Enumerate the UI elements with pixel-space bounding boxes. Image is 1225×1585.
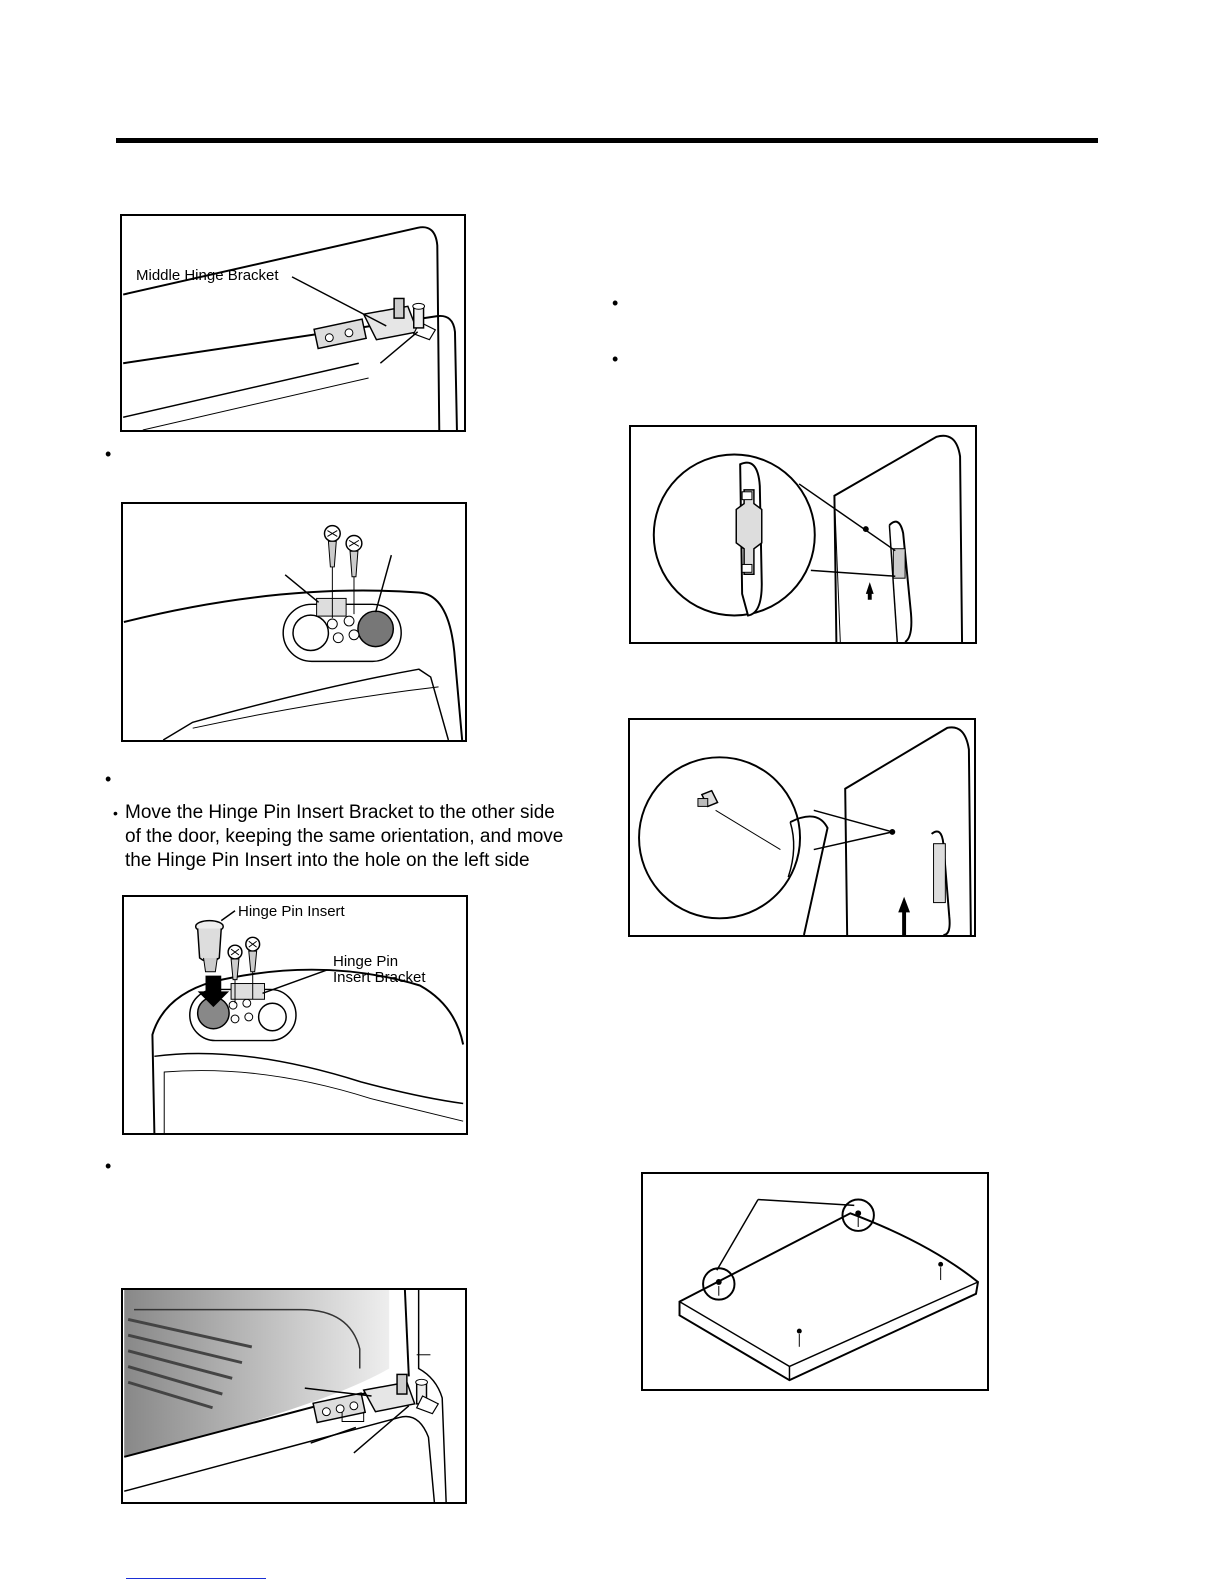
move-step-line-3: the Hinge Pin Insert into the hole on the left side	[125, 850, 530, 871]
figure-door-panel-screws	[641, 1172, 989, 1391]
move-bracket-instruction	[113, 801, 593, 873]
hinge-pin-bracket-label-line-2: Insert Bracket	[333, 969, 426, 986]
middle-hinge-illustration	[122, 216, 464, 430]
figure-door-handle-bracket	[629, 425, 977, 644]
right-bullet-marker-2: •	[612, 349, 619, 369]
figure-middle-hinge-reinstall	[121, 1288, 467, 1504]
middle-hinge-reinstall-illustration	[123, 1290, 465, 1502]
bullet-marker-1: •	[105, 444, 112, 464]
bullet-marker-2: •	[105, 769, 112, 789]
hinge-pin-bracket-label-line-1: Hinge Pin	[333, 953, 399, 970]
move-step-line-2: of the door, keeping the same orientation, and move	[125, 826, 564, 847]
figure-door-screw	[628, 718, 976, 937]
figure-middle-hinge-bracket	[120, 214, 466, 432]
right-bullet-marker-1: •	[612, 293, 619, 313]
figure-top-hinge-screws	[121, 502, 467, 742]
hinge-pin-insert-illustration	[124, 897, 466, 1133]
move-step-bullet: •	[113, 805, 118, 821]
hinge-pin-insert-label: Hinge Pin Insert	[238, 903, 345, 920]
door-panel-screws-illustration	[643, 1174, 987, 1389]
bottom-underline	[126, 1578, 266, 1579]
move-step-line-1: Move the Hinge Pin Insert Bracket to the other side	[125, 802, 555, 823]
door-screw-illustration	[630, 720, 974, 935]
door-handle-bracket-illustration	[631, 427, 975, 642]
bullet-marker-3: •	[105, 1156, 112, 1176]
top-hinge-screws-illustration	[123, 504, 465, 740]
figure-hinge-pin-insert	[122, 895, 468, 1135]
middle-hinge-bracket-label: Middle Hinge Bracket	[136, 267, 279, 284]
header-rule	[116, 138, 1098, 143]
